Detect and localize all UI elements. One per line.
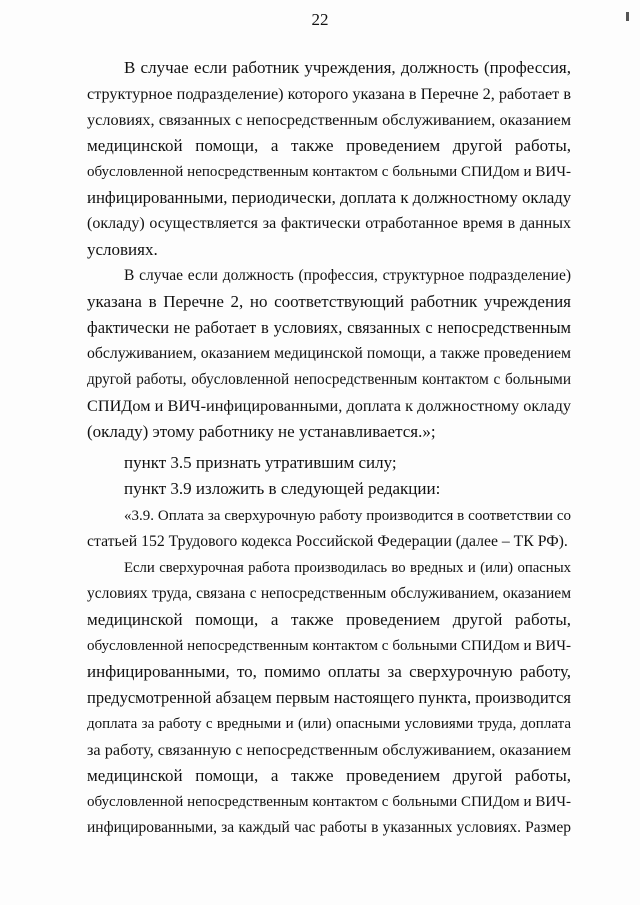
text-line: пункт 3.5 признать утратившим силу;: [124, 453, 397, 472]
text-line: предусмотренной абзацем первым настоящего пункта, производится: [87, 688, 571, 707]
text-line: пункт 3.9 изложить в следующей редакции:: [124, 479, 441, 498]
text-line: статьей 152 Трудового кодекса Российской Федерации (далее – ТК РФ).: [87, 533, 568, 550]
text-line: доплата за работу с вредными и (или) опасными условиями труда, доплата: [87, 716, 571, 732]
text-line: В случае если работник учреждения, должность (профессия,: [124, 58, 571, 77]
text-line: обусловленной непосредственным контактом с больными СПИДом и ВИЧ-: [87, 164, 571, 180]
text-line: «3.9. Оплата за сверхурочную работу производится в соответствии со: [124, 508, 571, 524]
text-line: другой работы, обусловленной непосредственным контактом с больными: [87, 371, 571, 388]
text-line: СПИДом и ВИЧ-инфицированными, доплата к должностному окладу: [87, 397, 571, 415]
text-line: за работу, связанную с непосредственным обслуживанием, оказанием: [87, 741, 571, 759]
text-line: обслуживанием, оказанием медицинской помощи, а также проведением: [87, 345, 571, 362]
text-line: (окладу) осуществляется за фактически отработанное время в данных: [87, 215, 571, 232]
text-line: обусловленной непосредственным контактом с больными СПИДом и ВИЧ-: [87, 794, 571, 810]
text-line: инфицированными, периодически, доплата к должностному окладу: [87, 188, 572, 207]
text-line: инфицированными, то, помимо оплаты за сверхурочную работу,: [87, 662, 571, 681]
text-line: (окладу) этому работнику не устанавливается.»;: [87, 422, 436, 441]
text-line: медицинской помощи, а также проведением другой работы,: [87, 766, 571, 785]
page-number: 22: [311, 10, 329, 29]
text-line: фактически не работает в условиях, связанных с непосредственным: [87, 318, 571, 337]
text-line: условиях.: [87, 240, 158, 259]
text-line: медицинской помощи, а также проведением другой работы,: [87, 610, 571, 629]
text-line: указана в Перечне 2, но соответствующий работник учреждения: [87, 292, 571, 311]
text-line: обусловленной непосредственным контактом с больными СПИДом и ВИЧ-: [87, 638, 571, 654]
text-line: В случае если должность (профессия, структурное подразделение): [124, 267, 571, 284]
text-line: условиях труда, связана с непосредственным обслуживанием, оказанием: [87, 585, 571, 602]
text-line: Если сверхурочная работа производилась во вредных и (или) опасных: [124, 560, 571, 576]
text-line: структурное подразделение) которого указана в Перечне 2, работает в: [87, 85, 571, 103]
text-line: условиях, связанных с непосредственным обслуживанием, оказанием: [87, 111, 571, 129]
text-line: инфицированными, за каждый час работы в указанных условиях. Размер: [87, 819, 571, 836]
text-line: медицинской помощи, а также проведением другой работы,: [87, 136, 571, 155]
scan-mark: [626, 12, 629, 21]
